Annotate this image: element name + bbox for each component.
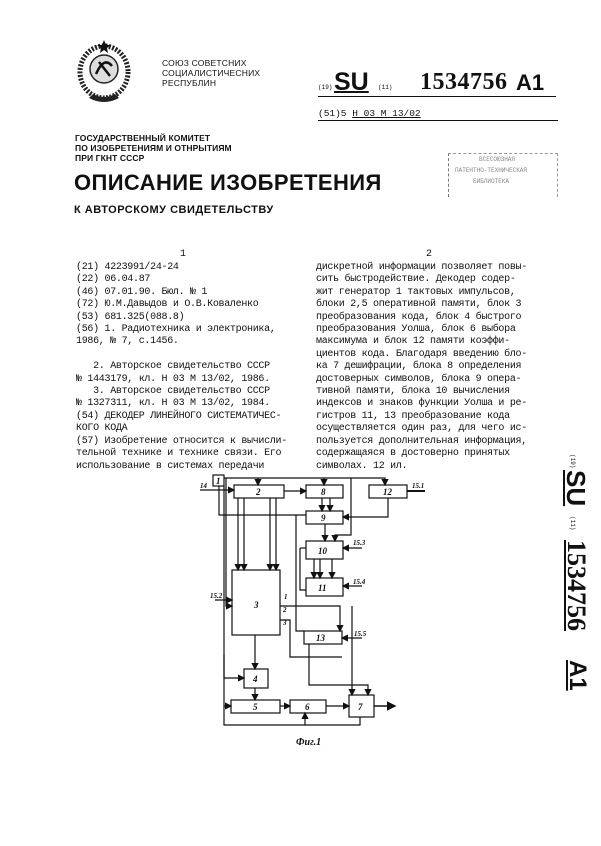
country-line: СОЮЗ СОВЕТСНИХ [162, 58, 247, 68]
country-code: SU [334, 68, 369, 96]
abstract-line: максимума и блок 12 памяти коэффи- [316, 336, 510, 348]
abstract-line: циентов кода. Благодаря введению бло- [316, 348, 527, 360]
patent-header [318, 70, 556, 97]
patent-kind: A1 [516, 70, 545, 95]
abstract-line: преобразования кода, блок 4 быстрого [316, 311, 522, 323]
abstract-line: дискретной информации позволяет повы- [316, 262, 527, 273]
bibliographic-line: (46) 07.01.90. Бюл. № 1 [76, 286, 208, 298]
bibliographic-line: (72) Ю.М.Давыдов и О.В.Коваленко [76, 299, 259, 311]
block-label: 5 [253, 702, 258, 712]
abstract-line: осуществляется один раз, для чего ис- [316, 423, 527, 435]
abstract-line: тивной памяти, блока 10 вычисления [316, 386, 510, 398]
abstract-line: символах. 12 ил. [316, 460, 408, 472]
document-subtitle: К АВТОРСКОМУ СВИДЕТЕЛЬСТВУ [74, 204, 274, 216]
bibliographic-line: КОГО КОДА [76, 423, 128, 435]
side-code-11: (11) [569, 516, 576, 531]
block-label: 11 [318, 583, 327, 593]
column-number: 2 [426, 249, 433, 260]
block-label: 2 [256, 487, 261, 497]
block-label: 4 [253, 674, 258, 684]
block-label: 3 [254, 600, 259, 610]
bibliographic-line: тельной технике и технике связи. Его [76, 448, 282, 460]
port-label: 1 [284, 593, 288, 601]
port-label: 3 [283, 619, 287, 627]
bibliographic-line: № 1443179, кл. Н 03 М 13/02, 1986. [76, 373, 270, 385]
block-label: 6 [305, 702, 310, 712]
side-patent-number: 1534756 [562, 540, 591, 631]
document-title: ОПИСАНИЕ ИЗОБРЕТЕНИЯ [74, 170, 382, 195]
abstract-line: блоки 2,5 оперативной памяти, блок 3 [316, 299, 522, 311]
abstract-line: преобразования Уолша, блок 6 выбора [316, 324, 516, 336]
block-label: 13 [316, 633, 325, 643]
code-19: (19) [318, 84, 333, 91]
block-label: 10 [318, 546, 327, 556]
stamp-line: ВСЕСОЮЗНАЯ [479, 156, 516, 163]
ipc-prefix: (51)5 [318, 108, 347, 119]
abstract-line: пользуется дополнительная информация, [316, 435, 527, 447]
bibliographic-line: (54) ДЕКОДЕР ЛИНЕЙНОГО СИСТЕМАТИЧЕС- [76, 410, 282, 422]
ipc-classification [318, 108, 558, 121]
side-country-code: SU [561, 470, 591, 507]
committee-line: ГОСУДАРСТВЕННЫЙ КОМИТЕТ [75, 133, 211, 143]
ipc-code: Н 03 М 13/02 [352, 108, 421, 119]
bibliographic-line: (22) 06.04.87 [76, 274, 151, 286]
bibliographic-line: (21) 4223991/24-24 [76, 262, 179, 273]
patent-number: 1534756 [420, 69, 508, 95]
bibliographic-line: 2. Авторское свидетельство СССР [76, 361, 270, 373]
abstract-line: ка 7 дешифрации, блока 8 определения [316, 361, 522, 373]
abstract-column [316, 262, 527, 473]
input-label: 15.5 [354, 630, 367, 638]
abstract-line: сить быстродействие. Декодер содер- [316, 274, 516, 286]
country-line: РЕСПУБЛИН [162, 78, 217, 88]
bibliographic-column [76, 262, 287, 473]
committee-name [75, 133, 232, 163]
block-label: 12 [383, 487, 392, 497]
committee-line: ПРИ ГКНТ СССР [75, 153, 145, 163]
figure-caption: Фиг.1 [296, 737, 322, 748]
side-code-19: (19) [569, 454, 576, 469]
bibliographic-line: (56) 1. Радиотехника и электроника, [76, 324, 276, 336]
bibliographic-line: 3. Авторское свидетельство СССР [76, 386, 270, 398]
input-label: 15.3 [353, 539, 366, 547]
bibliographic-line: использование в системах передачи [76, 460, 265, 472]
country-name [162, 58, 260, 88]
input-label: 15.2 [210, 592, 223, 600]
abstract-line: индексов и знаков функции Уолша и ре- [316, 398, 527, 410]
bibliographic-line: 1986, № 7, с.1456. [76, 336, 179, 348]
stamp-line: БИБЛИОТЕКА [473, 178, 510, 185]
ussr-emblem-icon [75, 36, 133, 108]
code-11: (11) [378, 84, 393, 91]
abstract-line: жит генератор 1 тактовых импульсов, [316, 286, 516, 298]
output-label: 15.1 [412, 482, 425, 490]
bibliographic-line: (57) Изобретение относится к вычисли- [76, 435, 287, 447]
abstract-line: гистров 11, 13 преобразование кода [316, 410, 510, 422]
block-label: 9 [321, 513, 326, 523]
bibliographic-line [76, 349, 287, 361]
block-label: 7 [358, 702, 363, 712]
column-number: 1 [180, 249, 187, 260]
input-label: 15.4 [353, 578, 366, 586]
block-label: 1 [216, 476, 221, 486]
block-diagram [185, 470, 601, 770]
bibliographic-line: (53) 681.325(088.8) [76, 311, 185, 323]
input-label: 14 [200, 482, 207, 490]
block-label: 8 [321, 487, 326, 497]
stamp-line: ПАТЕНТНО-ТЕХНИЧЕСКАЯ [455, 167, 528, 174]
abstract-line: содержащаяся в достоверно принятых [316, 448, 510, 460]
port-label: 2 [283, 606, 287, 614]
country-line: СОЦИАЛИСТИЧЕСНИХ [162, 68, 261, 78]
bibliographic-line: № 1327311, кл. Н 03 М 13/02, 1984. [76, 398, 270, 410]
committee-line: ПО ИЗОБРЕТЕНИЯМ И ОТНРЫТИЯМ [75, 143, 232, 153]
side-patent-kind: A1 [564, 660, 591, 691]
abstract-line: достоверных символов, блока 9 опера- [316, 373, 522, 385]
library-stamp [448, 153, 558, 197]
